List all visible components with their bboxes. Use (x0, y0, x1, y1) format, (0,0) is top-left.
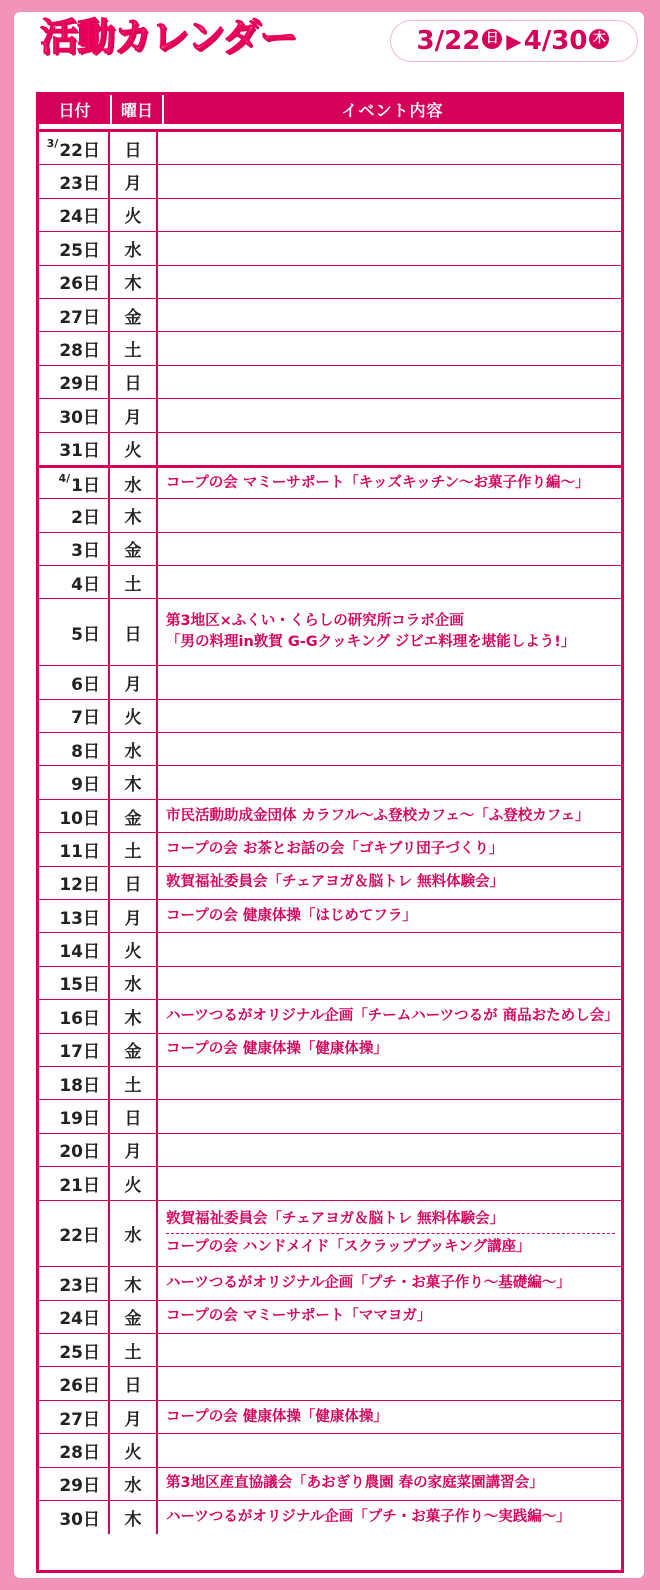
date-cell (39, 1167, 108, 1199)
table-row (39, 1000, 621, 1033)
date-cell (39, 1434, 108, 1466)
date-range-badge (390, 20, 638, 62)
event-cell (158, 967, 621, 999)
day-label: 1日 (71, 475, 100, 496)
weekday-cell: 金 (108, 800, 158, 832)
table-row (39, 1267, 621, 1300)
date-cell (39, 468, 108, 498)
weekday-cell: 金 (108, 533, 158, 565)
event-cell (158, 1401, 621, 1433)
table-row (39, 599, 621, 666)
weekday-cell: 月 (108, 165, 158, 197)
event-cell (158, 165, 621, 197)
event-cell (158, 499, 621, 531)
table-row (39, 1401, 621, 1434)
date-cell (39, 900, 108, 932)
event-text: ハーツつるがオリジナル企画「プチ・お菓子作り～実践編～」 (166, 1509, 571, 1526)
weekday-cell: 火 (108, 700, 158, 732)
day-label: 15日 (59, 975, 100, 996)
table-row (39, 666, 621, 699)
table-row (39, 1067, 621, 1100)
event-cell (158, 266, 621, 298)
day-label: 17日 (59, 1042, 100, 1063)
weekday-cell: 月 (108, 666, 158, 698)
event-cell (158, 833, 621, 865)
table-row (39, 733, 621, 766)
weekday-cell: 日 (108, 1100, 158, 1132)
weekday-cell: 水 (108, 1201, 158, 1267)
event-cell (158, 900, 621, 932)
weekday-cell: 水 (108, 733, 158, 765)
day-label: 10日 (59, 808, 100, 829)
day-label: 11日 (59, 841, 100, 862)
date-cell (39, 933, 108, 965)
weekday-cell: 木 (108, 1267, 158, 1299)
table-row (39, 1201, 621, 1268)
day-label: 31日 (59, 441, 100, 462)
weekday-cell: 木 (108, 766, 158, 798)
table-row (39, 1334, 621, 1367)
weekday-cell: 木 (108, 1000, 158, 1032)
day-label: 13日 (59, 908, 100, 929)
event-cell (158, 1301, 621, 1333)
date-cell (39, 433, 108, 465)
day-label: 23日 (59, 1276, 100, 1296)
table-row (39, 499, 621, 532)
weekday-cell: 月 (108, 900, 158, 932)
day-label: 24日 (59, 207, 100, 228)
date-cell (39, 232, 108, 264)
table-row (39, 1034, 621, 1067)
event-cell (158, 1434, 621, 1466)
calendar-table (36, 92, 624, 1573)
event-cell (158, 1201, 621, 1267)
date-cell (39, 666, 108, 698)
event-cell (158, 366, 621, 398)
event-text: コープの会 お茶とお話の会「ゴキブリ団子づくり」 (166, 840, 504, 857)
day-label: 26日 (59, 1376, 100, 1397)
table-row (39, 1367, 621, 1400)
day-label: 12日 (59, 875, 100, 896)
table-row (39, 766, 621, 799)
date-cell (39, 1034, 108, 1066)
date-cell (39, 1000, 108, 1032)
table-row (39, 933, 621, 966)
day-label: 20日 (59, 1142, 100, 1163)
day-label: 26日 (59, 274, 100, 295)
date-cell (39, 399, 108, 431)
table-row (39, 1468, 621, 1501)
date-cell (39, 332, 108, 364)
weekday-cell: 水 (108, 468, 158, 498)
day-label: 29日 (59, 374, 100, 395)
date-cell (39, 1100, 108, 1132)
date-cell (39, 266, 108, 298)
table-row (39, 299, 621, 332)
date-cell (39, 366, 108, 398)
table-row (39, 165, 621, 198)
event-cell (158, 766, 621, 798)
event-cell (158, 332, 621, 364)
event-text: 第3地区×ふくい・くらしの研究所コラボ企画 (166, 613, 464, 630)
table-row (39, 833, 621, 866)
weekday-cell: 水 (108, 1468, 158, 1500)
range-start: 3/22 (416, 26, 481, 56)
date-cell (39, 1267, 108, 1299)
weekday-cell: 金 (108, 299, 158, 331)
range-end-day: 木 (589, 29, 609, 49)
event-cell (158, 800, 621, 832)
weekday-cell: 日 (108, 132, 158, 164)
weekday-cell: 火 (108, 199, 158, 231)
date-cell (39, 533, 108, 565)
weekday-cell: 火 (108, 433, 158, 465)
weekday-cell: 月 (108, 1134, 158, 1166)
event-text: ハーツつるがオリジナル企画「チームハーツつるが 商品おためし会」 (166, 1007, 619, 1024)
table-row (39, 132, 621, 165)
table-row (39, 1134, 621, 1167)
date-cell (39, 867, 108, 899)
event-cell (158, 566, 621, 598)
event-cell (158, 1367, 621, 1399)
date-cell (39, 165, 108, 197)
day-label: 14日 (59, 942, 100, 963)
day-label: 5日 (71, 624, 100, 645)
event-text: コープの会 マミーサポート「キッズキッチン～お菓子作り編～」 (166, 474, 590, 491)
table-row (39, 700, 621, 733)
event-cell (158, 533, 621, 565)
table-row (39, 1100, 621, 1133)
date-cell (39, 800, 108, 832)
date-cell (39, 566, 108, 598)
weekday-cell: 日 (108, 867, 158, 899)
date-cell (39, 967, 108, 999)
event-text: コープの会 健康体操「はじめてフラ」 (166, 907, 417, 924)
page-title: 活動カレンダー (40, 15, 297, 59)
date-cell (39, 1468, 108, 1500)
day-label: 22日 (59, 1225, 100, 1246)
table-row (39, 1301, 621, 1334)
table-row (39, 533, 621, 566)
day-label: 27日 (59, 307, 100, 328)
event-cell (158, 1501, 621, 1534)
date-cell (39, 1501, 108, 1534)
weekday-cell: 土 (108, 1067, 158, 1099)
day-label: 23日 (59, 174, 100, 195)
weekday-cell: 火 (108, 1167, 158, 1199)
date-cell (39, 132, 108, 164)
event-cell (158, 1067, 621, 1099)
weekday-cell: 木 (108, 499, 158, 531)
event-text: コープの会 健康体操「健康体操」 (166, 1041, 388, 1058)
event-cell (158, 433, 621, 465)
day-label: 28日 (59, 1442, 100, 1463)
day-label: 7日 (71, 708, 100, 729)
table-row (39, 266, 621, 299)
event-text: 「男の料理in敦賀 G-Gクッキング ジビエ料理を堪能しよう!」 (166, 634, 576, 651)
day-label: 9日 (71, 775, 100, 796)
header-event: イベント内容 (162, 95, 621, 124)
event-cell (158, 933, 621, 965)
day-label: 2日 (71, 507, 100, 528)
day-label: 29日 (59, 1476, 100, 1497)
month-label: 3/ (46, 136, 59, 150)
weekday-cell: 火 (108, 1434, 158, 1466)
date-cell (39, 299, 108, 331)
day-label: 25日 (59, 240, 100, 261)
range-end: 4/30 (523, 26, 588, 56)
day-label: 30日 (59, 1510, 100, 1531)
event-cell (158, 299, 621, 331)
day-label: 4日 (71, 574, 100, 595)
weekday-cell: 土 (108, 833, 158, 865)
event-cell (158, 199, 621, 231)
table-row (39, 1434, 621, 1467)
weekday-cell: 金 (108, 1034, 158, 1066)
table-row (39, 466, 621, 499)
weekday-cell: 月 (108, 399, 158, 431)
event-cell (158, 1100, 621, 1132)
date-cell (39, 199, 108, 231)
date-cell (39, 700, 108, 732)
table-row (39, 900, 621, 933)
event-cell (158, 599, 621, 665)
range-start-day: 日 (482, 29, 502, 49)
weekday-cell: 木 (108, 266, 158, 298)
event-text: コープの会 マミーサポート「ママヨガ」 (166, 1308, 432, 1325)
weekday-cell: 水 (108, 232, 158, 264)
weekday-cell: 水 (108, 967, 158, 999)
event-cell (158, 132, 621, 164)
weekday-cell: 日 (108, 1367, 158, 1399)
day-label: 21日 (59, 1175, 100, 1196)
table-row (39, 366, 621, 399)
weekday-cell: 土 (108, 566, 158, 598)
day-label: 18日 (59, 1075, 100, 1096)
header-weekday: 曜日 (110, 95, 162, 124)
date-cell (39, 1201, 108, 1267)
date-cell (39, 1067, 108, 1099)
table-row (39, 967, 621, 1000)
weekday-cell: 月 (108, 1401, 158, 1433)
event-text: 敦賀福祉委員会「チェアヨガ＆脳トレ 無料体験会」 (166, 874, 505, 891)
table-row (39, 232, 621, 265)
event-cell (158, 700, 621, 732)
event-cell (158, 733, 621, 765)
day-label: 3日 (71, 541, 100, 562)
weekday-cell: 日 (108, 599, 158, 665)
weekday-cell: 木 (108, 1501, 158, 1534)
event-cell (158, 1034, 621, 1066)
table-header (39, 95, 621, 124)
weekday-cell: 金 (108, 1301, 158, 1333)
event-text: 第3地区産直協議会「あおぎり農園 春の家庭菜園講習会」 (166, 1475, 544, 1492)
date-cell (39, 733, 108, 765)
event-cell (158, 666, 621, 698)
event-cell (158, 1468, 621, 1500)
event-cell (158, 399, 621, 431)
day-label: 30日 (59, 407, 100, 428)
event-text: ハーツつるがオリジナル企画「プチ・お菓子作り～基礎編～」 (166, 1275, 571, 1291)
table-row (39, 199, 621, 232)
table-row (39, 566, 621, 599)
day-label: 19日 (59, 1109, 100, 1130)
event-text: 市民活動助成金団体 カラフル～ふ登校カフェ～「ふ登校カフェ」 (166, 807, 590, 824)
event-cell (158, 1267, 621, 1299)
event-cell (158, 468, 621, 498)
day-label: 8日 (71, 741, 100, 762)
event-text: コープの会 ハンドメイド「スクラップブッキング講座」 (166, 1238, 531, 1255)
day-label: 16日 (59, 1008, 100, 1029)
event-cell (158, 1334, 621, 1366)
day-label: 22日 (59, 140, 100, 161)
arrow-right-icon: ▶ (506, 29, 522, 53)
day-label: 6日 (71, 674, 100, 695)
table-row (39, 867, 621, 900)
event-text: コープの会 健康体操「健康体操」 (166, 1408, 388, 1425)
table-row (39, 399, 621, 432)
weekday-cell: 火 (108, 933, 158, 965)
date-cell (39, 1367, 108, 1399)
event-cell (158, 1167, 621, 1199)
event-cell (158, 1000, 621, 1032)
date-cell (39, 833, 108, 865)
date-cell (39, 1401, 108, 1433)
date-cell (39, 1334, 108, 1366)
month-label: 4/ (58, 471, 71, 485)
day-label: 24日 (59, 1309, 100, 1330)
weekday-cell: 土 (108, 1334, 158, 1366)
event-cell (158, 867, 621, 899)
table-row (39, 1501, 621, 1534)
day-label: 25日 (59, 1342, 100, 1363)
table-row (39, 800, 621, 833)
table-row (39, 332, 621, 365)
table-row (39, 433, 621, 466)
event-divider (166, 1233, 615, 1234)
event-cell (158, 232, 621, 264)
date-cell (39, 1134, 108, 1166)
date-cell (39, 599, 108, 665)
day-label: 27日 (59, 1409, 100, 1430)
weekday-cell: 土 (108, 332, 158, 364)
day-label: 28日 (59, 341, 100, 362)
event-text: 敦賀福祉委員会「チェアヨガ＆脳トレ 無料体験会」 (166, 1210, 505, 1227)
date-cell (39, 1301, 108, 1333)
header-date: 日付 (58, 101, 91, 120)
weekday-cell: 日 (108, 366, 158, 398)
date-cell (39, 766, 108, 798)
date-cell (39, 499, 108, 531)
table-row (39, 1167, 621, 1200)
table-body (39, 129, 621, 1573)
event-cell (158, 1134, 621, 1166)
